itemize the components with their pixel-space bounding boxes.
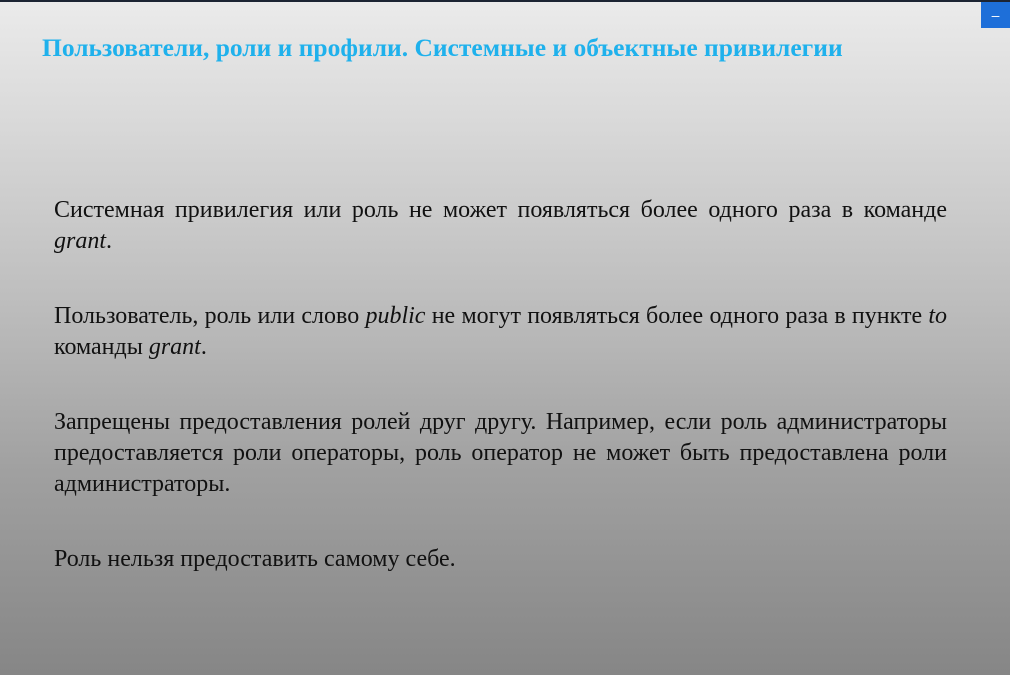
minimize-button[interactable]: –	[981, 2, 1010, 28]
window-top-bar	[0, 0, 1010, 2]
keyword-public: public	[365, 303, 426, 329]
keyword-to: to	[928, 303, 948, 329]
paragraph-text: Запрещены предоставления ролей друг другу. Например, если роль администраторы предоставляется роли операторы, роль оператор не может быть предоставлена роли администраторы.	[54, 409, 947, 497]
keyword-grant: grant	[148, 334, 201, 360]
paragraph-text: Пользователь, роль или слово	[54, 303, 366, 329]
paragraph-text: .	[200, 334, 207, 360]
slide-title: Пользователи, роли и профили. Системные и объектные привилегии	[42, 33, 843, 62]
paragraph-text: команды	[54, 334, 149, 360]
paragraph-grant-privilege-repeat	[54, 195, 947, 257]
paragraph-text: .	[106, 228, 113, 254]
paragraph-text: Системная привилегия или роль не может появляться более одного раза в команде	[54, 197, 947, 223]
slide-body	[54, 195, 947, 575]
paragraph-grantee-repeat	[54, 301, 947, 363]
paragraph-text: Роль нельзя предоставить самому себе.	[54, 546, 456, 572]
paragraph-self-grant	[54, 544, 947, 575]
keyword-grant: grant	[54, 228, 107, 254]
paragraph-text: не могут появляться более одного раза в пункте	[425, 303, 929, 329]
paragraph-circular-roles	[54, 407, 947, 500]
